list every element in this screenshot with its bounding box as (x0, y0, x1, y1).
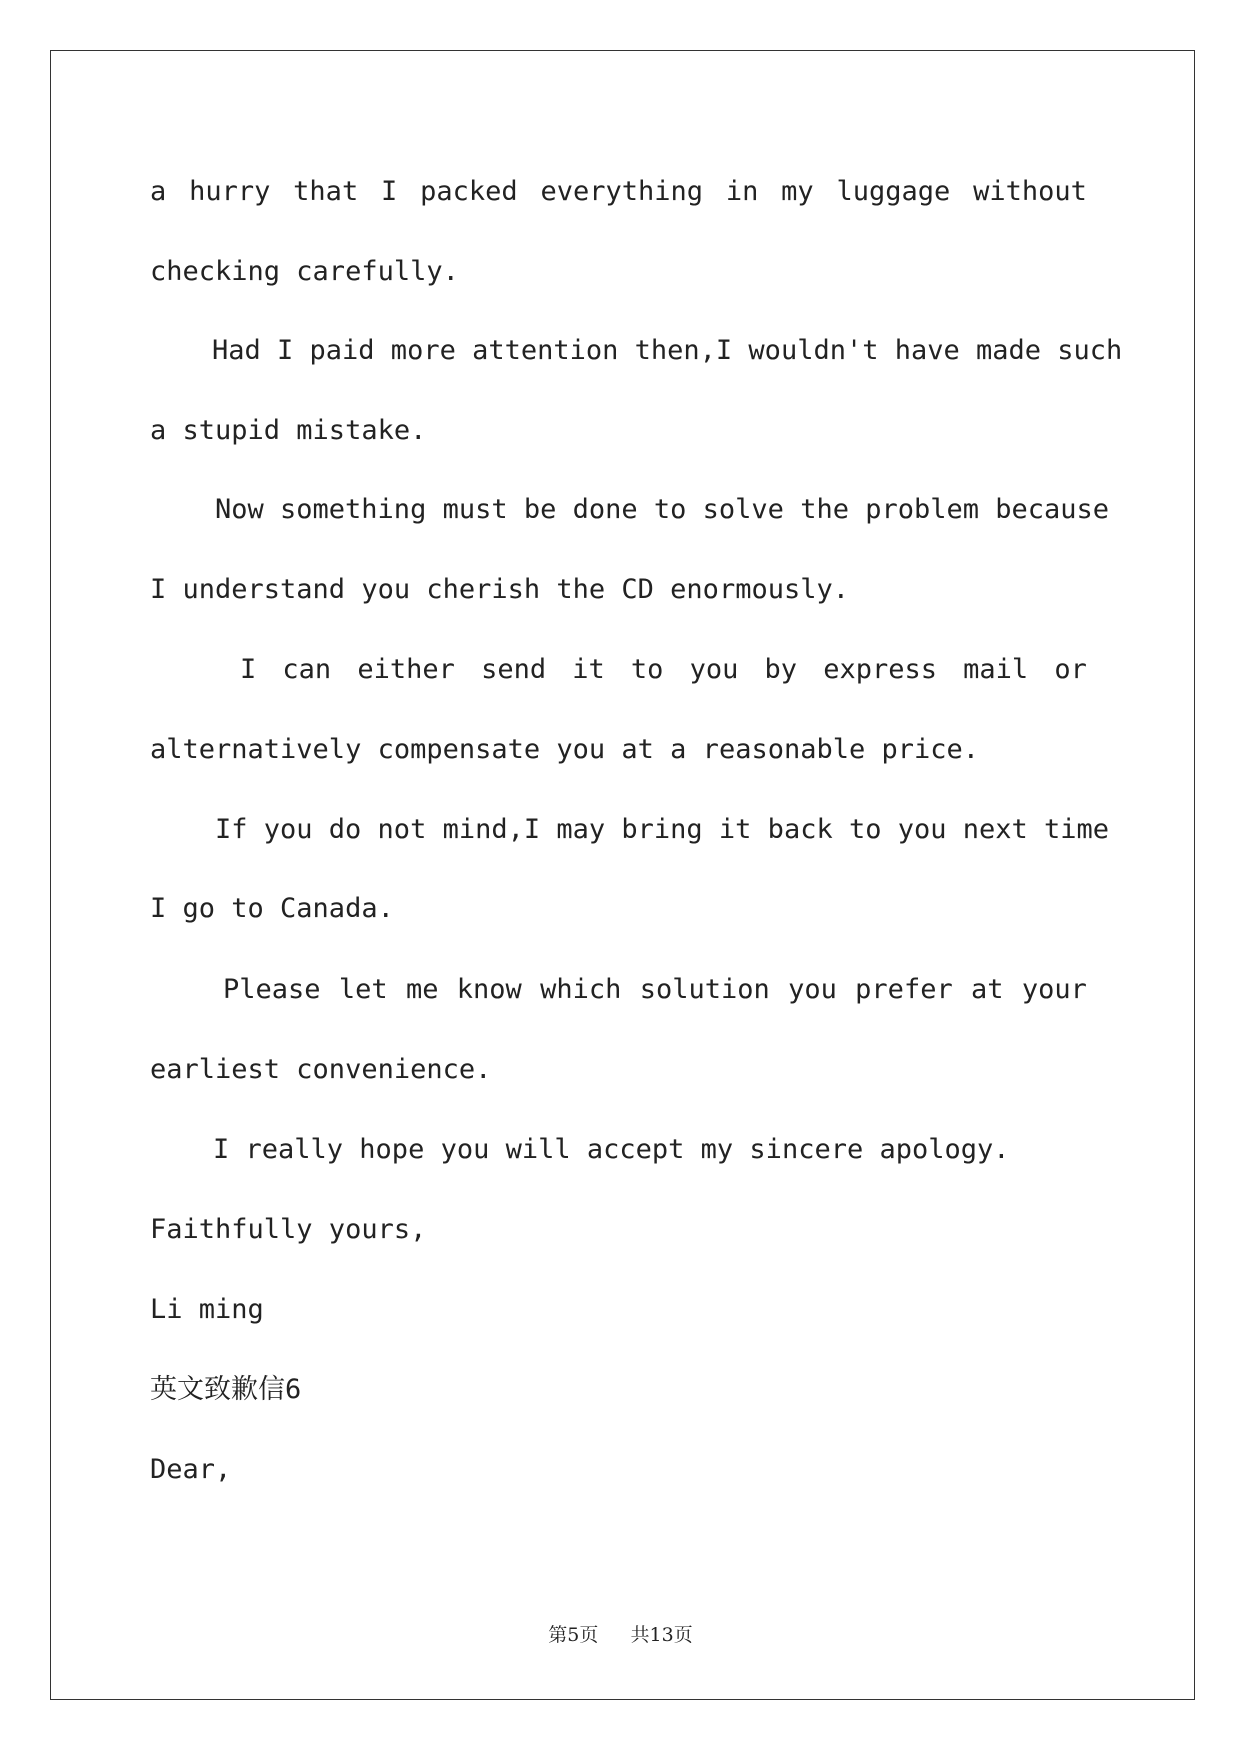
paragraph-line: I go to Canada. (150, 893, 394, 924)
closing-line: Faithfully yours, (150, 1214, 427, 1245)
word: without (973, 176, 1087, 207)
paragraph-line: I understand you cherish the CD enormously. (150, 574, 849, 605)
paragraph-line: Had I paid more attention then,I wouldn't have made such (212, 335, 1123, 366)
salutation: Dear, (150, 1454, 232, 1485)
word: express (823, 654, 937, 685)
word: me (405, 974, 439, 1005)
word: at (971, 974, 1004, 1005)
word: in (725, 176, 759, 207)
word: Please (223, 974, 321, 1005)
word: can (282, 654, 332, 685)
page-border (50, 50, 1195, 1700)
word: hurry (189, 176, 271, 207)
page-total: 共13页 (630, 1624, 693, 1646)
word: I (240, 654, 257, 685)
word: send (481, 654, 547, 685)
word: or (1054, 654, 1087, 685)
paragraph-line: I really hope you will accept my sincere apology. (213, 1134, 1010, 1165)
paragraph-line: If you do not mind,I may bring it back to you next time (215, 814, 1110, 845)
word: know (456, 974, 522, 1005)
word: which (540, 974, 622, 1005)
word: your (1021, 974, 1087, 1005)
word: by (764, 654, 798, 685)
word: a (150, 176, 167, 207)
word: it (572, 654, 605, 685)
word: mail (963, 654, 1029, 685)
paragraph-line: alternatively compensate you at a reasonable price. (150, 734, 980, 765)
paragraph-line (240, 654, 1087, 686)
section-heading: 英文致歉信6 (150, 1374, 302, 1405)
word: my (781, 176, 814, 207)
word: prefer (855, 974, 953, 1005)
signature-name: Li ming (150, 1294, 264, 1325)
word: luggage (836, 176, 951, 207)
page-number: 第5页 (548, 1624, 599, 1646)
paragraph-line (223, 974, 1087, 1006)
word: let (338, 974, 388, 1005)
paragraph-line: Now something must be done to solve the problem because (215, 494, 1110, 525)
paragraph-line: checking carefully. (150, 256, 459, 287)
word: packed (420, 176, 518, 207)
word: everything (540, 176, 704, 207)
paragraph-line (150, 176, 1087, 208)
word: you (788, 974, 837, 1005)
word: I (381, 176, 398, 207)
word: that (293, 176, 359, 207)
page-footer (0, 1620, 1241, 1647)
paragraph-line: earliest convenience. (150, 1054, 492, 1085)
word: solution (639, 974, 770, 1005)
page-spacer (608, 1624, 620, 1646)
word: to (630, 654, 664, 685)
word: either (357, 654, 455, 685)
paragraph-line: a stupid mistake. (150, 415, 427, 446)
word: you (689, 654, 739, 685)
